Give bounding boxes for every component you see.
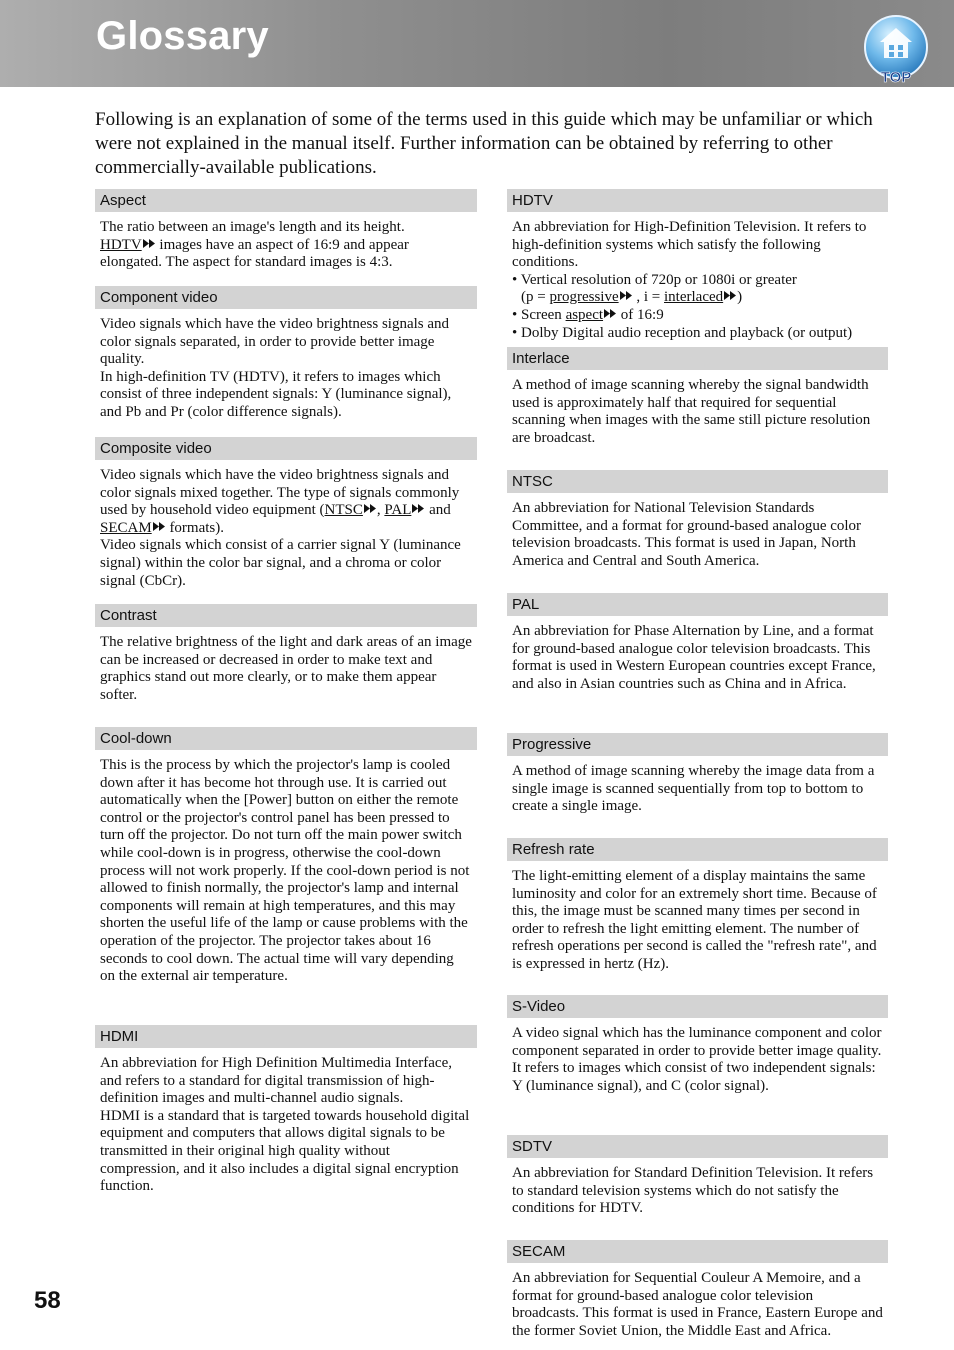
entry-ntsc: [507, 470, 888, 593]
entry-cool-down: [95, 727, 477, 1025]
term-header: S-Video: [507, 995, 888, 1018]
term-description: An abbreviation for National Television Standards Committee, and a format for ground-based analogue color television broadcasts. This format is used in Japan, North America and Central and South America.: [512, 500, 862, 569]
term-header: Composite video: [95, 437, 477, 460]
entry-component-video: [95, 286, 477, 437]
term-description: The light-emitting element of a display maintains the same luminosity and color for an extremely short time. Because of this, the image must be scanned many times per second in order to refresh the light emitting element. The number of refresh operations per second is called the "refresh rate", and is expressed in hertz (Hz).: [512, 868, 877, 972]
term-description: Video signals which have the video brightness signals and color signals mixed together. The type of signals commonly used by household video equipment (NTSC , PAL and SECAM formats). Video signals which consist of a carrier signal Y (luminance signal) within the color bar signal, and a chroma or color signal (CbCr).: [100, 467, 461, 589]
entry-sdtv: [507, 1135, 888, 1240]
term-description: The relative brightness of the light and dark areas of an image can be increased or decreased in order to make text and graphics stand out more clearly, or to make them appear softer.: [100, 634, 472, 703]
intro-paragraph: Following is an explanation of some of the terms used in this guide which may be unfamiliar or which were not explained in the manual itself. Further information can be obtained by referring to other commercially-available publications.: [95, 109, 873, 178]
double-arrow-icon: [364, 504, 377, 513]
top-label: TOP: [880, 69, 912, 86]
term-header: Contrast: [95, 604, 477, 627]
top-button[interactable]: [862, 14, 930, 86]
term-header: HDMI: [95, 1025, 477, 1048]
term-description: The ratio between an image's length and its height. HDTV images have an aspect of 16:9 and appear elongated. The aspect for standard images is 4:3.: [100, 219, 409, 271]
double-arrow-icon: [604, 309, 617, 318]
link-interlaced[interactable]: interlaced: [664, 289, 724, 306]
term-description: An abbreviation for Phase Alternation by Line, and a format for ground-based analogue color television broadcasts. This format is used in Western European countries except France, and also in Asian countries such as China and in Africa.: [512, 623, 876, 692]
page-title: Glossary: [96, 14, 269, 58]
term-header: NTSC: [507, 470, 888, 493]
term-description: An abbreviation for High Definition Multimedia Interface, and refers to a standard for digital transmission of high-definition images and multi-channel audio signals. HDMI is a standard that is targeted towards household digital equipment and computers that allows digital signals to be transmitted in their original high quality without compression, and it also includes a digital signal encryption function.: [100, 1055, 470, 1195]
entry-contrast: [95, 604, 477, 727]
double-arrow-icon: [620, 291, 633, 300]
page-header: [0, 0, 954, 87]
term-description: This is the process by which the projector's lamp is cooled down after it has become hot through use. It is carried out automatically when the [Power] button on either the remote control or the projector's control panel has been pressed to turn off the projector. Do not turn off the main power switch while cool-down is in progress, otherwise the cool-down process will not work properly. If the cool-down period is not allowed to finish normally, the projector's lamp and internal components will remain at high temperatures, and this may shorten the useful life of the lamp or cause problems with the operation of the projector. The projector takes about 16 seconds to cool down. The actual time will vary depending on the external air temperature.: [100, 757, 470, 985]
term-description: A method of image scanning whereby the signal bandwidth used is approximately half that required for sequential scanning when images with the same still picture resolution are broadcast.: [512, 377, 871, 446]
term-header: Progressive: [507, 733, 888, 756]
link-ntsc[interactable]: NTSC: [324, 502, 363, 519]
term-description: An abbreviation for Sequential Couleur A Memoire, and a format for ground-based analogue color television broadcasts. This format is used in France, Eastern Europe and the former Soviet Union, the Middle East and Africa.: [512, 1270, 883, 1339]
entry-interlace: [507, 347, 888, 470]
term-header: Cool-down: [95, 727, 477, 750]
term-header: Interlace: [507, 347, 888, 370]
term-header: PAL: [507, 593, 888, 616]
entry-hdmi: [95, 1025, 477, 1196]
link-aspect[interactable]: aspect: [565, 306, 604, 323]
glossary-column-left: [95, 189, 477, 1196]
double-arrow-icon: [143, 239, 156, 248]
entry-secam: [507, 1240, 888, 1340]
term-description: Video signals which have the video brightness signals and color signals separated, in order to provide better image quality. In high-definition TV (HDTV), it refers to images which consist of three independent signals: Y (luminance signal), and Pb and Pr (color difference signals).: [100, 316, 452, 420]
term-description: A method of image scanning whereby the image data from a single image is scanned sequentially from top to bottom to create a single image.: [512, 763, 875, 815]
entry-progressive: [507, 733, 888, 838]
entry-hdtv: [507, 189, 888, 347]
entry-refresh-rate: [507, 838, 888, 995]
link-pal[interactable]: PAL: [384, 502, 412, 519]
entry-pal: [507, 593, 888, 733]
term-header: Refresh rate: [507, 838, 888, 861]
entry-aspect: [95, 189, 477, 286]
term-header: HDTV: [507, 189, 888, 212]
double-arrow-icon: [153, 522, 166, 531]
term-header: SECAM: [507, 1240, 888, 1263]
double-arrow-icon: [724, 291, 737, 300]
term-description: An abbreviation for Standard Definition Television. It refers to standard television systems which do not satisfy the conditions for HDTV.: [512, 1165, 874, 1217]
link-hdtv[interactable]: HDTV: [100, 236, 142, 253]
term-description: An abbreviation for High-Definition Television. It refers to high-definition systems which satisfy the following conditions. • Vertical resolution of 720p or 1080i or greater (p = progressive , i = interlaced ) • Screen aspect of 16:9 • Dolby Digital audio reception and playback (or output): [512, 219, 867, 341]
term-header: SDTV: [507, 1135, 888, 1158]
link-progressive[interactable]: progressive: [549, 289, 619, 306]
term-description: A video signal which has the luminance component and color component separated in order to provide better image quality. It refers to images which consist of two independent signals: Y (luminance signal), and C (color signal).: [512, 1025, 882, 1094]
glossary-column-right: [507, 189, 888, 1340]
term-header: Component video: [95, 286, 477, 309]
term-header: Aspect: [95, 189, 477, 212]
link-secam[interactable]: SECAM: [100, 519, 152, 536]
entry-composite-video: [95, 437, 477, 604]
page-number: 58: [34, 1287, 61, 1314]
entry-s-video: [507, 995, 888, 1135]
house-top-icon: [862, 14, 930, 86]
double-arrow-icon: [412, 504, 425, 513]
